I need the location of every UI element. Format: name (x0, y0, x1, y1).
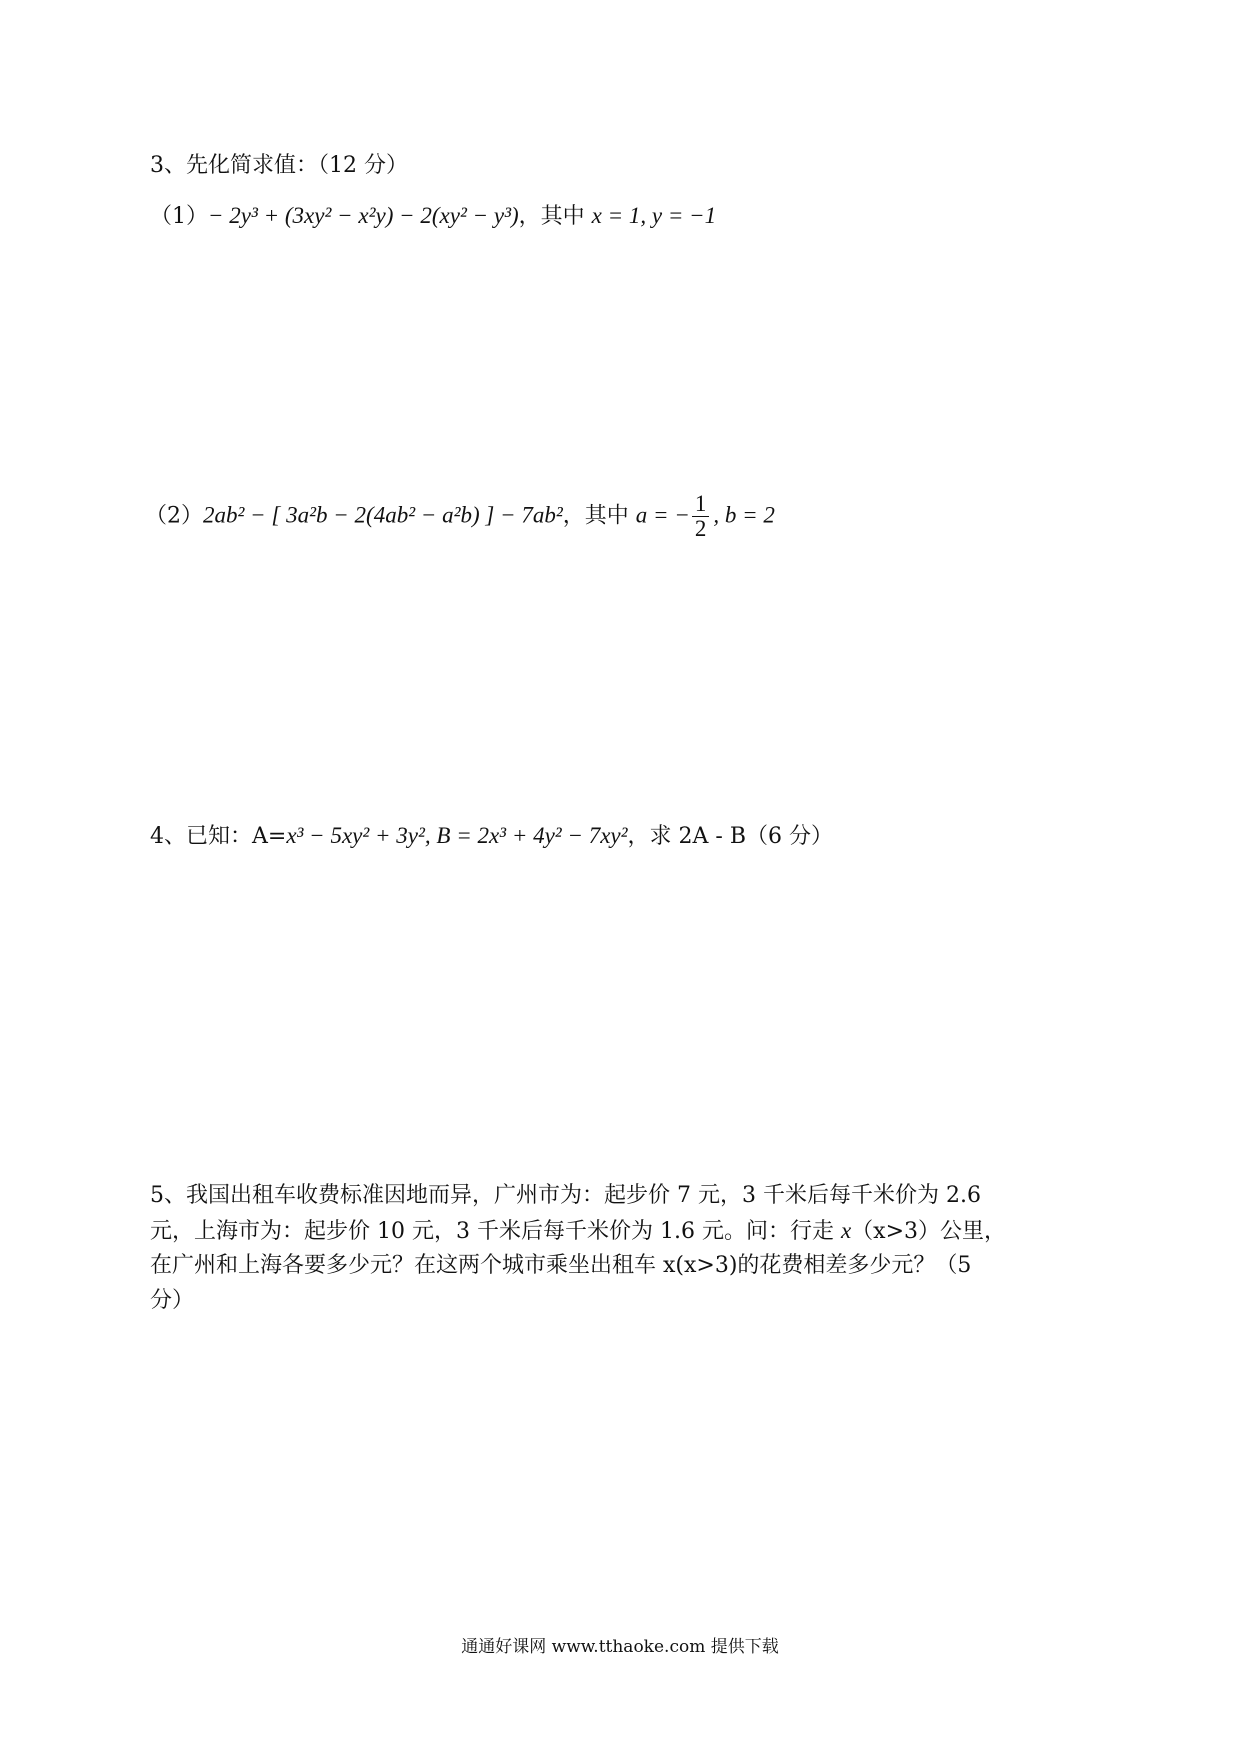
q3-part1-label: （1） (150, 204, 208, 229)
fraction-denominator: 2 (694, 516, 707, 541)
q4-expression: x³ − 5xy² + 3y², B = 2x³ + 4y² − 7xy² (286, 823, 628, 848)
q3-part1-condition: x = 1, y = −1 (591, 203, 717, 228)
q5-line-1: 5、我国出租车收费标准因地而异，广州市为：起步价 7 元，3 千米后每千米价为 2.6 (150, 1183, 981, 1208)
q4 (150, 822, 833, 851)
q5-line-2-text-a: 元，上海市为：起步价 10 元，3 千米后每千米价为 1.6 元。问：行走 (150, 1219, 834, 1244)
q5-line-3: 在广州和上海各要多少元？在这两个城市乘坐出租车 x(x>3)的花费相差多少元？（5 (150, 1253, 972, 1278)
fraction-numerator: 1 (692, 492, 710, 517)
q3-part1 (150, 202, 716, 231)
q3-part1-expression: − 2y³ + (3xy² − x²y) − 2(xy² − y³) (208, 203, 519, 228)
q3-part2-label: （2） (145, 503, 203, 529)
q3-part2-condition-a: a = − (635, 502, 690, 528)
q5-line-2 (150, 1217, 1006, 1246)
q3-part2 (145, 492, 775, 541)
q3-part2-expression: 2ab² − [ 3a²b − 2(4ab² − a²b) ] − 7ab² (203, 502, 563, 528)
q3-header: 3、先化简求值：（12 分） (150, 153, 408, 178)
q3-part1-condition-prefix: ，其中 (518, 204, 585, 229)
footer-credit: 通通好课网 www.tthaoke.com 提供下载 (461, 1637, 779, 1657)
q4-header: 4、已知： (150, 824, 252, 849)
q3-part2-condition-b: , b = 2 (713, 502, 775, 528)
q4-question: ，求 2A - B（6 分） (627, 824, 833, 849)
q5-variable-x: x (840, 1218, 852, 1243)
q3-part2-fraction (692, 492, 710, 541)
q5-line-2-text-b: （x>3）公里， (851, 1219, 1007, 1244)
q3-part2-condition-prefix: ，其中 (562, 503, 629, 529)
q4-expression-a: A= (252, 824, 287, 849)
q5-line-4: 分） (150, 1288, 195, 1313)
